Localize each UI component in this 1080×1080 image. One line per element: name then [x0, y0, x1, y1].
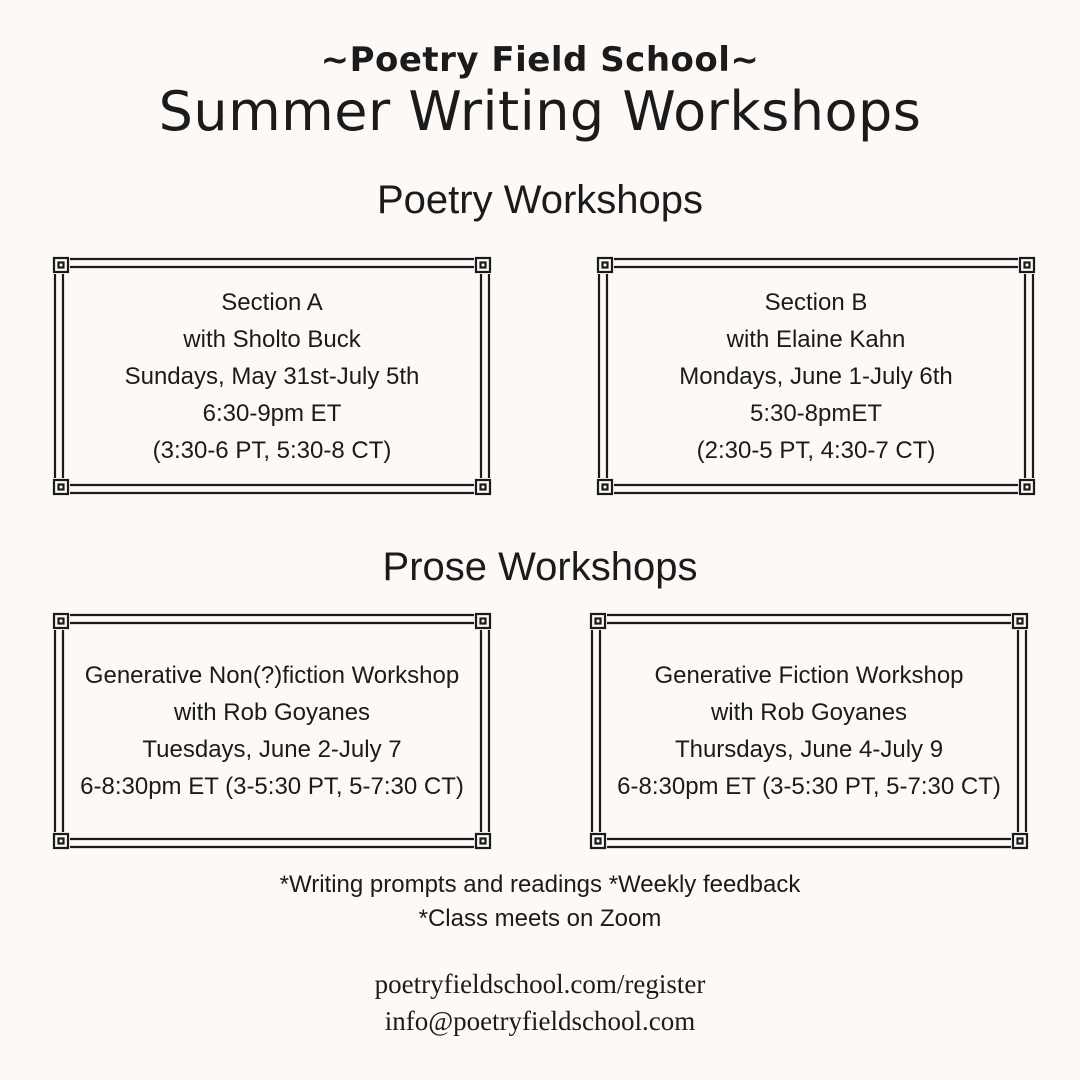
card-instructor: with Rob Goyanes	[710, 699, 908, 726]
card-time: 6:30-9pm ET	[202, 399, 342, 427]
prose-card-nonfiction	[52, 612, 492, 850]
card-time-zones: (2:30-5 PT, 4:30-7 CT)	[696, 436, 936, 464]
page-title: Summer Writing Workshops	[158, 80, 922, 143]
card-title: Section B	[764, 288, 868, 316]
features-line: *Writing prompts and readings *Weekly feedback	[279, 871, 801, 898]
card-instructor: with Sholto Buck	[183, 325, 361, 353]
card-title: Generative Non(?)fiction Workshop	[84, 662, 460, 689]
poetry-card-section-a	[52, 256, 492, 496]
features-notes	[0, 868, 1080, 936]
card-time: 6-8:30pm ET (3-5:30 PT, 5-7:30 CT)	[617, 773, 1001, 800]
card-title: Section A	[221, 288, 323, 316]
card-dates: Thursdays, June 4-July 9	[674, 736, 944, 763]
prose-card-fiction	[589, 612, 1029, 850]
kicker-title: ~Poetry Field School~	[320, 40, 760, 80]
card-instructor: with Elaine Kahn	[726, 325, 906, 353]
prose-heading: Prose Workshops	[382, 545, 698, 589]
card-instructor: with Rob Goyanes	[173, 699, 371, 726]
zoom-note: *Class meets on Zoom	[418, 905, 662, 932]
card-dates: Sundays, May 31st-July 5th	[124, 362, 420, 390]
poetry-heading: Poetry Workshops	[376, 178, 704, 222]
card-time: 5:30-8pmET	[749, 399, 883, 427]
register-link[interactable]: poetryfieldschool.com/register	[374, 969, 706, 999]
contact-links	[0, 966, 1080, 1040]
card-title: Generative Fiction Workshop	[654, 662, 964, 689]
poetry-card-section-b	[596, 256, 1036, 496]
card-dates: Mondays, June 1-July 6th	[679, 362, 953, 390]
card-dates: Tuesdays, June 2-July 7	[142, 736, 402, 763]
card-time: 6-8:30pm ET (3-5:30 PT, 5-7:30 CT)	[80, 773, 464, 800]
card-time-zones: (3:30-6 PT, 5:30-8 CT)	[152, 436, 392, 464]
email-link[interactable]: info@poetryfieldschool.com	[384, 1006, 696, 1036]
